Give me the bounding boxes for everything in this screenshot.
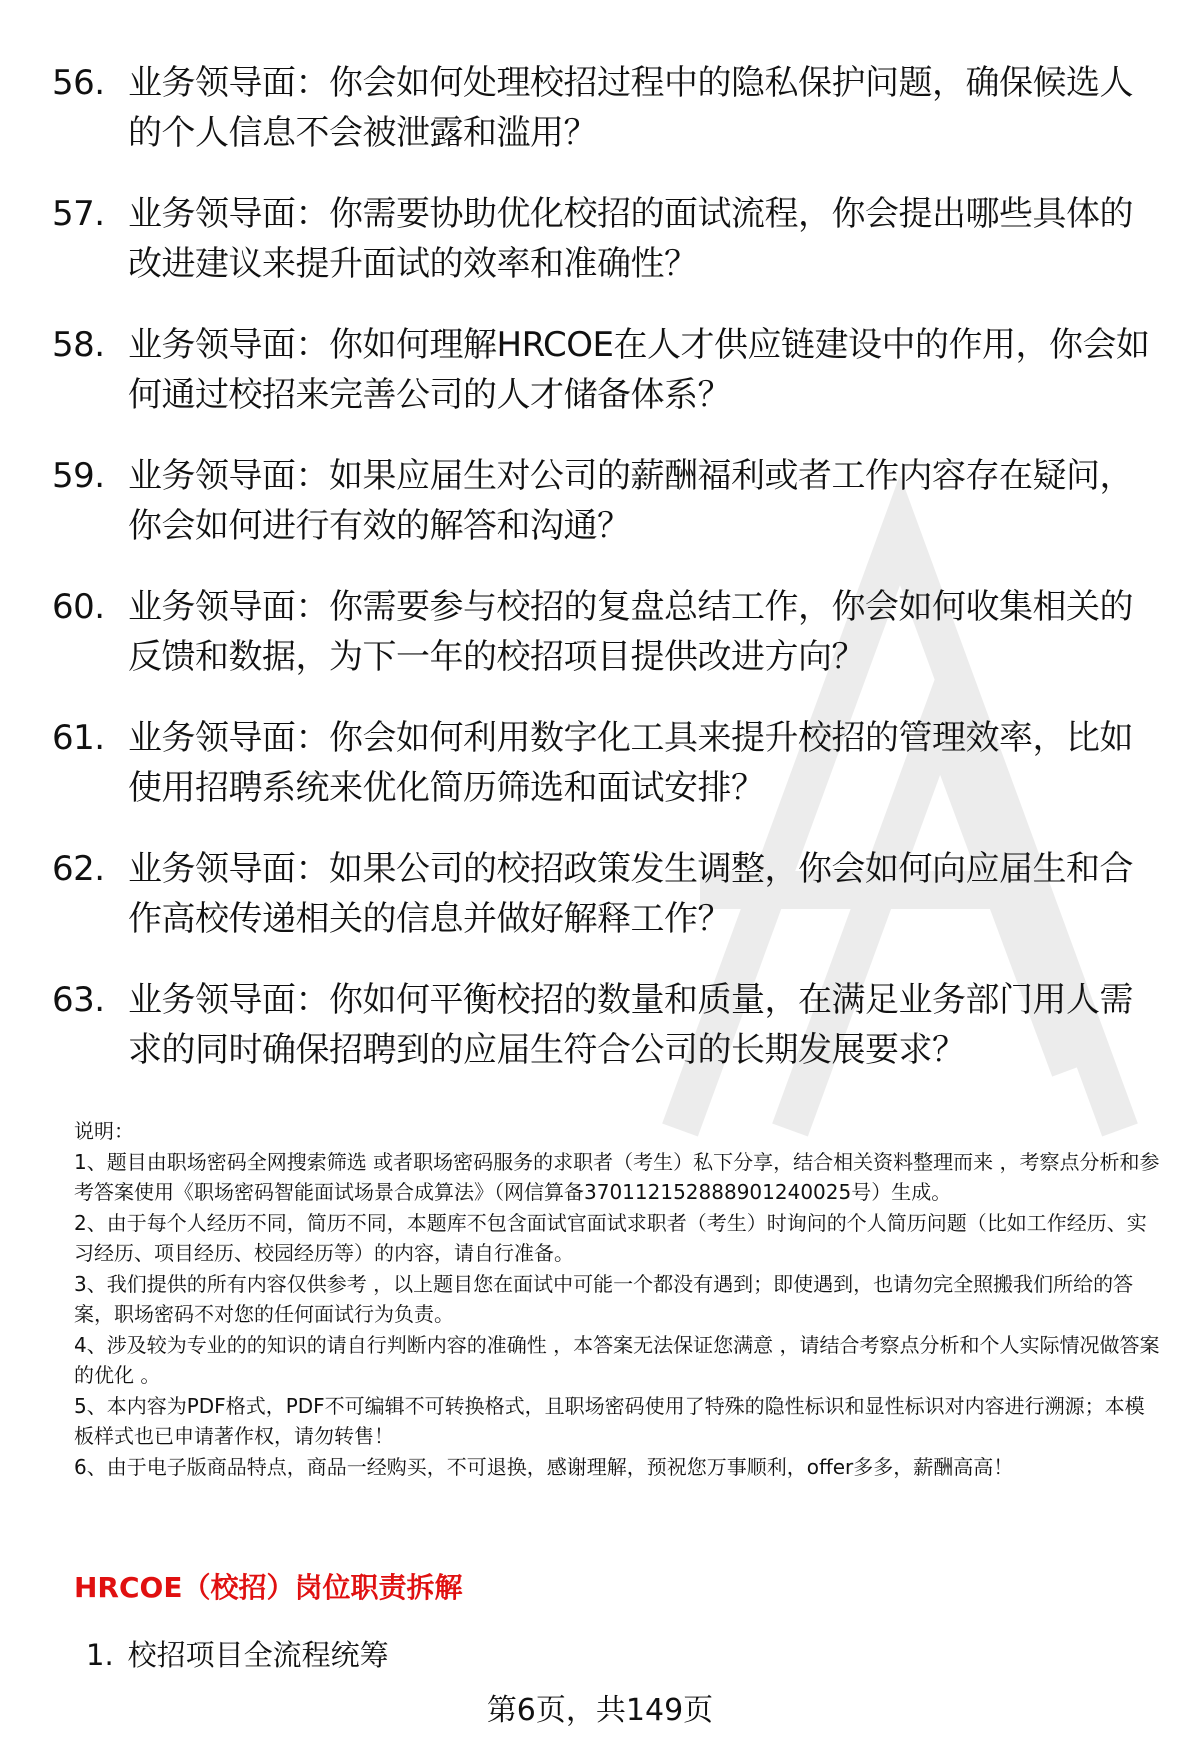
question-item [0,320,1200,420]
responsibility-number: 1. [86,1638,114,1672]
question-text: 业务领导面：你如何平衡校招的数量和质量，在满足业务部门用人需求的同时确保招聘到的应届生符合公司的长期发展要求？ [128,980,1133,1070]
note-item: 1、题目由职场密码全网搜索筛选 或者职场密码服务的求职者（考生）私下分享，结合相关资料整理而来 ，考察点分析和参考答案使用《职场密码智能面试场景合成算法》（网信算备370112152888901240025号）生成。 [74,1149,1160,1204]
question-item [0,582,1200,682]
note-item: 2、由于每个人经历不同，简历不同，本题库不包含面试官面试求职者（考生）时询问的个人简历问题（比如工作经历、实习经历、项目经历、校园经历等）的内容，请自行准备。 [74,1210,1147,1265]
question-number: 57. [52,194,105,234]
question-number: 60. [52,587,105,627]
question-number: 63. [52,980,105,1020]
note-item: 4、涉及较为专业的的知识的请自行判断内容的准确性 ，本答案无法保证您满意 ，请结合考察点分析和个人实际情况做答案的优化 。 [74,1332,1160,1387]
question-item [0,451,1200,551]
question-text: 业务领导面：你会如何利用数字化工具来提升校招的管理效率，比如使用招聘系统来优化简历筛选和面试安排？ [128,718,1133,808]
question-item [0,844,1200,944]
responsibility-text: 校招项目全流程统筹 [127,1638,389,1672]
question-number: 59. [52,456,105,496]
page-number: 第6页，共149页 [486,1693,714,1728]
question-number: 56. [52,63,105,103]
question-item [0,713,1200,813]
question-text: 业务领导面：你需要参与校招的复盘总结工作，你会如何收集相关的反馈和数据，为下一年的校招项目提供改进方向？ [128,587,1133,677]
note-item: 5、本内容为PDF格式，PDF不可编辑不可转换格式，且职场密码使用了特殊的隐性标识和显性标识对内容进行溯源；本模板样式也已申请著作权，请勿转售！ [74,1393,1145,1448]
question-item [0,189,1200,289]
question-text: 业务领导面：你如何理解HRCOE在人才供应链建设中的作用，你会如何通过校招来完善公司的人才储备体系？ [128,325,1150,415]
question-list [0,58,1200,1106]
notes-title: 说明： [74,1119,134,1143]
question-item [0,975,1200,1075]
section-heading: HRCOE（校招）岗位职责拆解 [74,1571,463,1604]
note-item: 6、由于电子版商品特点，商品一经购买，不可退换，感谢理解，预祝您万事顺利，offer多多，薪酬高高！ [74,1454,1014,1479]
question-text: 业务领导面：如果应届生对公司的薪酬福利或者工作内容存在疑问，你会如何进行有效的解答和沟通？ [128,456,1133,546]
question-number: 58. [52,325,105,365]
question-number: 62. [52,849,105,889]
question-text: 业务领导面：如果公司的校招政策发生调整，你会如何向应届生和合作高校传递相关的信息并做好解释工作？ [128,849,1133,939]
responsibility-item [86,1633,389,1674]
disclaimer-notes [74,1116,1164,1482]
question-text: 业务领导面：你需要协助优化校招的面试流程，你会提出哪些具体的改进建议来提升面试的效率和准确性？ [128,194,1133,284]
question-number: 61. [52,718,105,758]
question-item [0,58,1200,158]
note-item: 3、我们提供的所有内容仅供参考 ，以上题目您在面试中可能一个都没有遇到；即使遇到，也请勿完全照搬我们所给的答案，职场密码不对您的任何面试行为负责。 [74,1271,1134,1326]
question-text: 业务领导面：你会如何处理校招过程中的隐私保护问题，确保候选人的个人信息不会被泄露和滥用？ [128,63,1133,153]
